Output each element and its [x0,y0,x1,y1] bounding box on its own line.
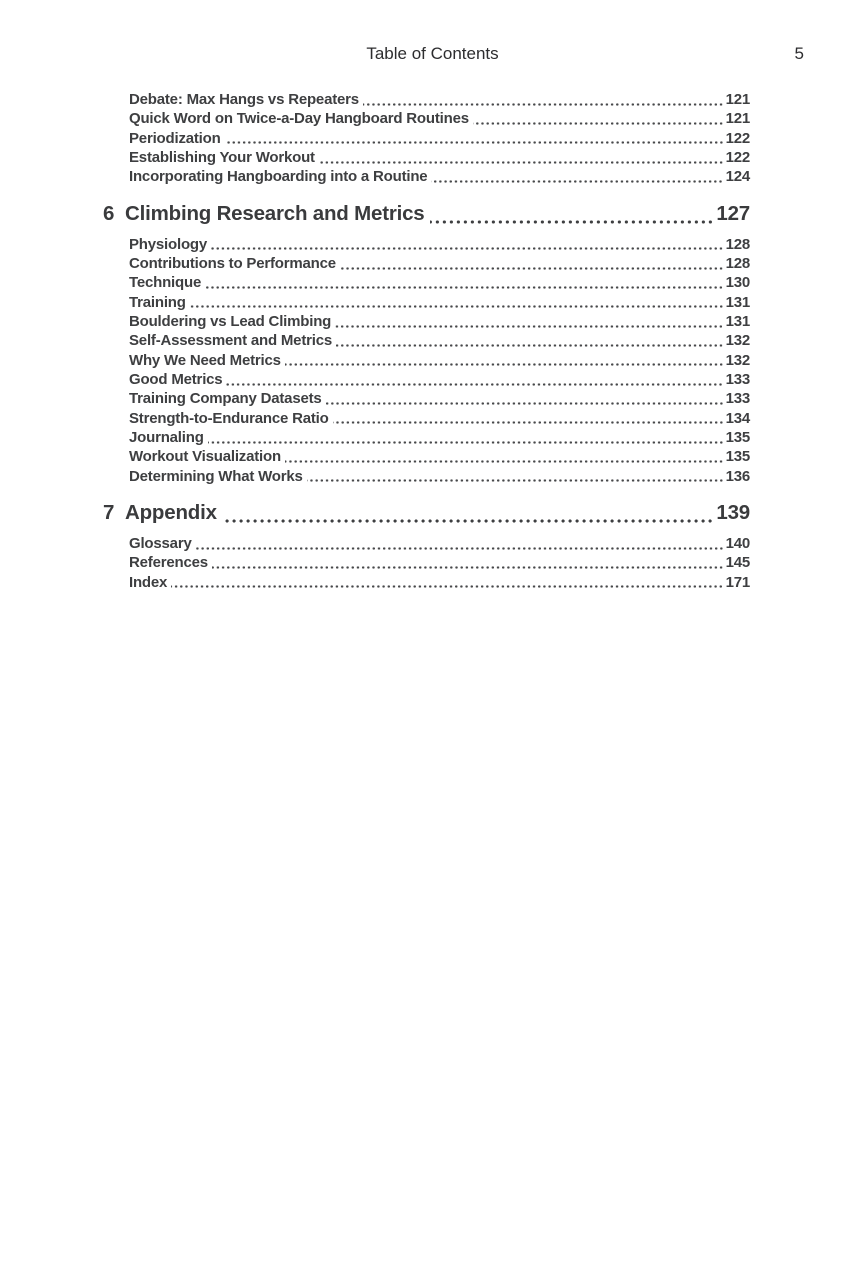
toc-entry-page: 134 [725,409,750,427]
toc-entry-label: Workout Visualization [129,448,281,466]
toc-chapter[interactable] [103,199,750,229]
toc-entry-page: 135 [725,448,750,466]
toc-entry[interactable] [103,167,750,186]
toc-entry-label: Why We Need Metrics [129,351,281,369]
toc-entry[interactable] [103,447,750,466]
toc-entry[interactable] [103,409,750,428]
toc-entry[interactable] [103,351,750,370]
toc-entry[interactable] [103,312,750,331]
dot-leader [285,460,724,463]
toc-entry-label: Physiology [129,235,208,253]
toc-entry-label: Journaling [129,428,204,446]
toc-chapter-page: 127 [716,201,750,225]
toc-entry[interactable] [103,109,750,128]
toc-entry-label: Contributions to Performance [129,254,336,272]
dot-leader [431,180,723,183]
toc-chapter-page: 139 [716,500,750,524]
toc-entry[interactable] [103,90,750,109]
dot-leader [285,363,724,366]
toc-entry-label: Incorporating Hangboarding into a Routine [129,168,428,186]
toc-entry-label: Index [129,573,168,591]
toc-entry-page: 171 [725,573,750,591]
toc-entry-page: 128 [725,235,750,253]
toc-entry[interactable] [103,573,750,592]
toc-entry-page: 135 [725,428,750,446]
toc-entry-label: Debate: Max Hangs vs Repeaters [129,91,359,108]
dot-leader [335,325,723,328]
dot-leader [208,441,724,444]
toc-entry-page: 132 [725,332,750,350]
toc-entry-label: Self-Assessment and Metrics [129,332,333,350]
toc-chapter-number: 7 [103,500,115,524]
dot-leader [333,421,724,424]
dot-leader [171,585,723,588]
toc-entry[interactable] [103,293,750,312]
table-of-contents [103,90,750,592]
toc-entry-label: Glossary [129,534,192,552]
toc-entry-label: Establishing Your Workout [129,148,315,166]
toc-entry-page: 132 [725,351,750,369]
toc-entry-page: 140 [725,534,750,552]
toc-entry-label: Quick Word on Twice-a-Day Hangboard Routines [129,110,469,128]
toc-entry-label: Good Metrics [129,370,223,388]
dot-leader [307,479,724,482]
dot-leader [319,161,724,164]
dot-leader [430,220,714,224]
toc-entry-page: 133 [725,370,750,388]
toc-entry[interactable] [103,148,750,167]
dot-leader [336,344,724,347]
toc-entry[interactable] [103,553,750,572]
toc-entry[interactable] [103,534,750,553]
dot-leader [222,519,714,523]
toc-entry[interactable] [103,254,750,273]
toc-entry-label: Periodization [129,129,221,147]
toc-entry-page: 122 [725,129,750,147]
page-title: Table of Contents [366,44,499,63]
toc-entry[interactable] [103,389,750,408]
dot-leader [190,305,724,308]
toc-chapter-label: Climbing Research and Metrics [125,201,425,225]
dot-leader [363,103,724,106]
toc-entry[interactable] [103,467,750,486]
toc-entry-label: Training Company Datasets [129,390,322,408]
toc-entry-page: 122 [725,148,750,166]
toc-entry-label: Technique [129,274,202,292]
toc-entry-label: Strength-to-Endurance Ratio [129,409,329,427]
dot-leader [205,286,723,289]
dot-leader [226,383,723,386]
dot-leader [340,267,724,270]
dot-leader [196,547,724,550]
toc-entry-label: References [129,554,208,572]
dot-leader [211,247,724,250]
toc-entry[interactable] [103,370,750,389]
toc-entry-page: 124 [725,168,750,186]
dot-leader [473,122,724,125]
toc-entry-page: 145 [725,554,750,572]
toc-entry[interactable] [103,273,750,292]
dot-leader [212,566,724,569]
toc-entry[interactable] [103,235,750,254]
toc-entry-label: Training [129,293,186,311]
toc-entry[interactable] [103,428,750,447]
toc-entry-page: 121 [725,91,750,108]
toc-entry-page: 133 [725,390,750,408]
toc-entry-page: 128 [725,254,750,272]
dot-leader [225,141,724,144]
toc-entry-page: 131 [725,312,750,330]
toc-entry-page: 136 [725,467,750,485]
page-number: 5 [794,44,804,63]
toc-entry-label: Bouldering vs Lead Climbing [129,312,332,330]
toc-entry-page: 121 [725,110,750,128]
dot-leader [326,402,724,405]
toc-entry[interactable] [103,129,750,148]
toc-chapter-label: Appendix [125,500,217,524]
toc-entry-page: 131 [725,293,750,311]
toc-entry-label: Determining What Works [129,467,303,485]
toc-chapter[interactable] [103,498,750,528]
toc-entry[interactable] [103,331,750,350]
toc-chapter-number: 6 [103,201,115,225]
toc-entry-page: 130 [725,274,750,292]
